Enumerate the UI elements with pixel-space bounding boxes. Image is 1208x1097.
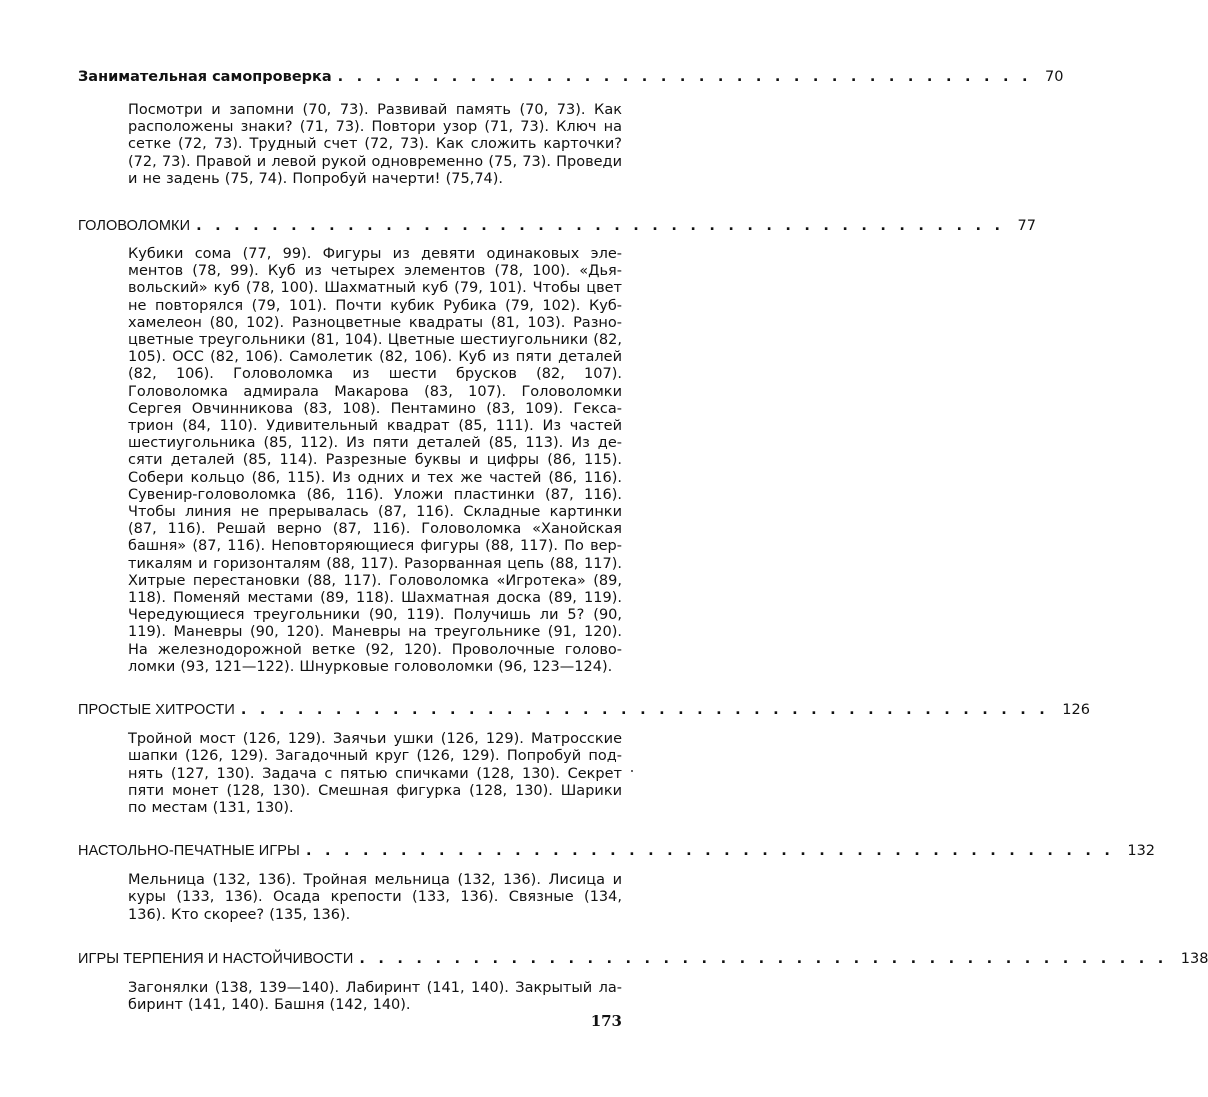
- section-items: Мельница (132, 136). Тройная мельница (132, 136). Лисица и куры (133, 136). Осада крепости (133, 136). Связные (134, 136). Кто скорее? (135, 136).: [128, 872, 622, 923]
- toc-heading-row: [78, 215, 1036, 237]
- toc-heading-row: [78, 948, 1208, 970]
- page-number: 173: [590, 1012, 622, 1030]
- section-title: ПРОСТЫЕ ХИТРОСТИ: [78, 702, 235, 719]
- section-page-number: 132: [1127, 843, 1156, 860]
- section-page-number: 77: [1017, 218, 1036, 235]
- section-items: Загонялки (138, 139—140). Лабиринт (141, 140). Закрытый лабиринт (141, 140). Башня (142, 140).: [128, 979, 622, 1013]
- section-page-number: 138: [1180, 950, 1208, 967]
- toc-section: [78, 215, 1036, 676]
- toc-heading-row: [78, 840, 1156, 862]
- section-page-number: 70: [1044, 69, 1064, 85]
- section-page-number: 126: [1062, 702, 1090, 719]
- section-title: ГОЛОВОЛОМКИ: [78, 218, 191, 235]
- dot-leader: ...........................................: [196, 218, 1014, 235]
- section-title: Занимательная самопроверка: [78, 69, 332, 85]
- section-items: Кубики сома (77, 99). Фигуры из девяти одинаковых элементов (78, 99). Куб из четырех элементов (78, 100). «Дьявольский» куб (78, 100). Шахматный куб (79, 101). Чтобы цвет не повторялся (79, 101). Почти кубик Рубика (79, 102). Куб-хамелеон (80, 102). Разноцветные квадраты (81, 103). Разноцветные треугольники (81, 104). Цветные шестиугольники (82, 105). ОСС (82, 106). Самолетик (82, 106). Куб из пяти деталей (82, 106). Головоломка из шести брусков (82, 107). Головоломка адмирала Макарова (83, 107). Головоломки Сергея Овчинникова (83, 108). Пентамино (83, 109). Гексатрион (84, 110). Удивительный квадрат (85, 111). Из частей шестиугольника (85, 112). Из пяти деталей (85, 113). Из десяти деталей (85, 114). Разрезные буквы и цифры (86, 115). Собери кольцо (86, 115). Из одних и тех же частей (86, 116). Сувенир-головоломка (86, 116). Уложи пластинки (87, 116). Чтобы линия не прерывалась (87, 116). Складные картинки (87, 116). Решай верно (87, 116). Головоломка «Ханойская башня» (87, 116). Неповторяющиеся фигуры (88, 117). По вертикалям и горизонталям (88, 117). Разорванная цепь (88, 117). Хитрые перестановки (88, 117). Головоломка «Игротека» (89, 118). Поменяй местами (89, 118). Шахматная доска (89, 119). Чередующиеся треугольники (90, 119). Получишь ли 5? (90, 119). Маневры (90, 120). Маневры на треугольнике (91, 120). На железнодорожной ветке (92, 120). Проволочные головоломки (93, 121—122). Шнурковые головоломки (96, 123—124).: [128, 246, 622, 675]
- dot-leader: ...........................................: [240, 702, 1059, 719]
- toc-heading-row: [78, 66, 1064, 88]
- table-of-contents: [78, 62, 1208, 1014]
- toc-section: [78, 66, 1064, 188]
- section-items: Посмотри и запомни (70, 73). Развивай память (70, 73). Как расположены знаки? (71, 73). Повтори узор (71, 73). Ключ на сетке (72, 73). Трудный счет (72, 73). Как сложить карточки? (72, 73). Правой и левой рукой одновременно (75, 73). Проведи и не задень (75, 74). Попробуй начерти! (75,74).: [128, 102, 622, 187]
- toc-section: [78, 840, 1156, 924]
- print-speck: [631, 770, 633, 772]
- dot-leader: ...........................................: [359, 950, 1177, 967]
- dot-leader: .....................................: [337, 69, 1041, 85]
- section-items: Тройной мост (126, 129). Заячьи ушки (126, 129). Матросские шапки (126, 129). Загадочный круг (126, 129). Попробуй поднять (127, 130). Задача с пятью спичками (128, 130). Секрет пяти монет (128, 130). Смешная фигурка (128, 130). Шарики по местам (131, 130).: [128, 731, 622, 816]
- section-title: ИГРЫ ТЕРПЕНИЯ И НАСТОЙЧИВОСТИ: [78, 950, 354, 967]
- toc-section: [78, 948, 1208, 1014]
- section-title: НАСТОЛЬНО-ПЕЧАТНЫЕ ИГРЫ: [78, 843, 300, 860]
- toc-section: [78, 699, 1090, 817]
- toc-heading-row: [78, 699, 1090, 721]
- dot-leader: ...........................................: [306, 843, 1124, 860]
